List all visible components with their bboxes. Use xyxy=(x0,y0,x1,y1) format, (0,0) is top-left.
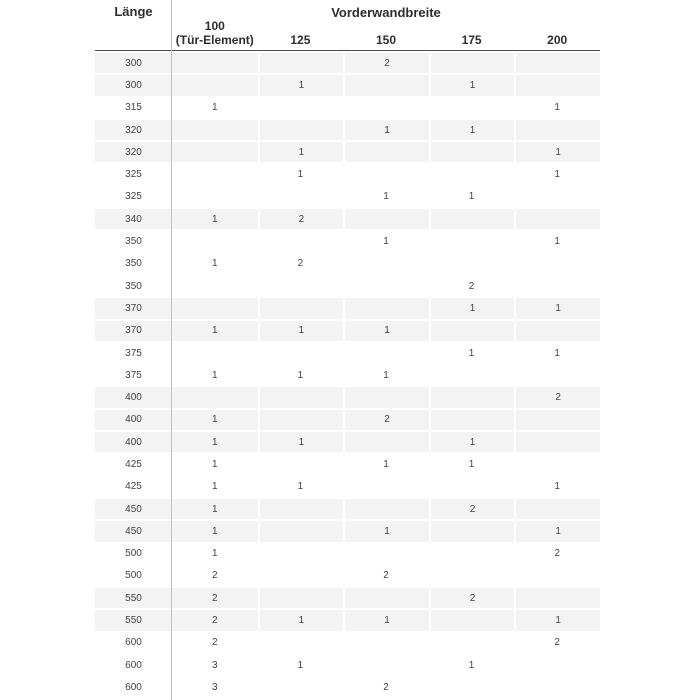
quantity-cell xyxy=(172,276,258,296)
quantity-cell: 1 xyxy=(514,521,600,541)
quantity-cell: 2 xyxy=(212,570,218,582)
quantity-cell xyxy=(172,120,258,140)
quantity-cell xyxy=(429,53,515,73)
quantity-cell xyxy=(258,499,344,519)
length-cell: 425 xyxy=(125,481,142,493)
length-cell: 400 xyxy=(95,432,172,452)
quantity-cell: 1 xyxy=(514,142,600,162)
quantity-cell xyxy=(258,98,344,118)
length-cell: 375 xyxy=(125,369,142,381)
quantity-cell xyxy=(343,276,429,296)
quantity-cell xyxy=(258,633,344,653)
length-cell: 550 xyxy=(95,610,172,630)
quantity-cell: 2 xyxy=(258,209,344,229)
quantity-cell xyxy=(429,164,515,184)
column-divider-line xyxy=(171,0,172,700)
quantity-cell xyxy=(258,521,344,541)
quantity-cell xyxy=(258,387,344,407)
quantity-cell: 1 xyxy=(343,521,429,541)
quantity-cell xyxy=(343,98,429,118)
quantity-cell: 1 xyxy=(554,481,560,493)
quantity-cell: 1 xyxy=(212,369,218,381)
quantity-cell: 1 xyxy=(343,120,429,140)
length-cell: 350 xyxy=(125,258,142,270)
quantity-cell: 1 xyxy=(258,321,344,341)
quantity-cell xyxy=(343,209,429,229)
quantity-cell: 1 xyxy=(554,169,560,181)
quantity-cell xyxy=(343,655,429,675)
quantity-cell xyxy=(343,298,429,318)
column-header-175: 175 xyxy=(461,33,482,47)
quantity-cell xyxy=(343,75,429,95)
quantity-cell xyxy=(514,365,600,385)
quantity-cell xyxy=(172,231,258,251)
quantity-cell: 2 xyxy=(383,570,389,582)
quantity-cell xyxy=(429,410,515,430)
quantity-cell: 1 xyxy=(429,432,515,452)
length-cell: 370 xyxy=(95,321,172,341)
quantity-cell: 1 xyxy=(343,321,429,341)
quantity-cell xyxy=(429,521,515,541)
quantity-cell: 2 xyxy=(514,387,600,407)
quantity-cell: 1 xyxy=(212,548,218,560)
length-cell: 400 xyxy=(95,410,172,430)
quantity-cell: 1 xyxy=(429,298,515,318)
quantity-cell: 1 xyxy=(172,410,258,430)
quantity-cell: 1 xyxy=(383,236,389,248)
quantity-cell xyxy=(343,254,429,274)
quantity-cell: 1 xyxy=(468,659,475,671)
length-cell: 500 xyxy=(125,570,142,582)
quantity-cell xyxy=(429,544,515,564)
quantity-cell xyxy=(514,254,600,274)
quantity-cell: 1 xyxy=(429,75,515,95)
quantity-cell xyxy=(514,209,600,229)
quantity-cell: 1 xyxy=(468,191,475,203)
length-cell: 450 xyxy=(95,499,172,519)
quantity-cell: 2 xyxy=(343,410,429,430)
quantity-cell: 1 xyxy=(514,610,600,630)
quantity-cell xyxy=(514,187,600,207)
quantity-cell: 2 xyxy=(429,499,515,519)
length-cell: 325 xyxy=(125,169,142,181)
quantity-cell: 1 xyxy=(172,209,258,229)
column-header-125: 125 xyxy=(290,33,311,47)
quantity-cell xyxy=(172,387,258,407)
quantity-cell xyxy=(514,75,600,95)
quantity-cell: 2 xyxy=(468,280,475,292)
length-cell: 425 xyxy=(125,458,142,470)
quantity-cell xyxy=(429,321,515,341)
quantity-cell xyxy=(514,588,600,608)
quantity-cell xyxy=(258,120,344,140)
quantity-cell: 1 xyxy=(468,347,475,359)
length-cell: 350 xyxy=(125,236,142,248)
quantity-cell xyxy=(514,432,600,452)
quantity-cell xyxy=(514,677,600,697)
quantity-cell: 2 xyxy=(172,588,258,608)
quantity-cell: 1 xyxy=(258,610,344,630)
quantity-cell xyxy=(514,499,600,519)
length-cell: 300 xyxy=(95,75,172,95)
quantity-cell xyxy=(429,610,515,630)
quantity-cell xyxy=(258,410,344,430)
length-cell: 600 xyxy=(125,681,142,693)
quantity-cell: 1 xyxy=(258,142,344,162)
length-column-header: Länge xyxy=(114,4,153,19)
length-cell: 500 xyxy=(125,548,142,560)
quantity-cell: 2 xyxy=(554,637,560,649)
quantity-cell xyxy=(258,544,344,564)
quantity-cell xyxy=(172,164,258,184)
quantity-cell: 1 xyxy=(258,432,344,452)
quantity-cell xyxy=(514,321,600,341)
quantity-cell: 1 xyxy=(468,458,475,470)
quantity-cell xyxy=(343,164,429,184)
quantity-cell: 3 xyxy=(212,681,218,693)
quantity-cell: 1 xyxy=(554,102,560,114)
quantity-cell xyxy=(172,343,258,363)
length-cell: 400 xyxy=(95,387,172,407)
quantity-cell xyxy=(429,477,515,497)
quantity-cell xyxy=(514,410,600,430)
quantity-cell: 2 xyxy=(297,258,304,270)
quantity-cell: 1 xyxy=(554,236,560,248)
quantity-cell: 1 xyxy=(429,120,515,140)
quantity-cell xyxy=(258,298,344,318)
quantity-cell xyxy=(429,677,515,697)
quantity-cell xyxy=(258,343,344,363)
length-cell: 375 xyxy=(125,347,142,359)
quantity-cell xyxy=(343,588,429,608)
quantity-cell xyxy=(258,677,344,697)
quantity-cell xyxy=(172,142,258,162)
quantity-cell xyxy=(429,231,515,251)
quantity-cell xyxy=(343,142,429,162)
quantity-cell xyxy=(429,98,515,118)
column-header-150: 150 xyxy=(375,33,396,47)
quantity-cell: 2 xyxy=(172,610,258,630)
quantity-cell xyxy=(172,298,258,318)
quantity-cell: 2 xyxy=(212,637,218,649)
length-cell: 315 xyxy=(125,102,142,114)
quantity-cell: 2 xyxy=(429,588,515,608)
quantity-cell: 2 xyxy=(343,53,429,73)
length-cell: 300 xyxy=(95,53,172,73)
quantity-cell: 1 xyxy=(172,499,258,519)
quantity-cell xyxy=(258,566,344,586)
quantity-cell xyxy=(429,633,515,653)
length-cell: 320 xyxy=(95,120,172,140)
quantity-cell xyxy=(514,120,600,140)
quantity-cell: 1 xyxy=(383,191,389,203)
column-header-100-sublabel: (Tür-Element) xyxy=(175,33,254,47)
quantity-cell xyxy=(343,544,429,564)
quantity-cell xyxy=(429,209,515,229)
quantity-cell xyxy=(258,53,344,73)
quantity-cell: 1 xyxy=(297,169,304,181)
length-cell: 600 xyxy=(125,659,142,671)
quantity-cell xyxy=(343,432,429,452)
quantity-cell: 1 xyxy=(297,659,304,671)
quantity-cell: 1 xyxy=(383,369,389,381)
length-cell: 550 xyxy=(95,588,172,608)
quantity-cell xyxy=(514,655,600,675)
length-cell: 600 xyxy=(125,637,142,649)
quantity-cell: 1 xyxy=(383,458,389,470)
quantity-cell: 1 xyxy=(172,432,258,452)
length-cell: 340 xyxy=(95,209,172,229)
quantity-cell: 1 xyxy=(343,610,429,630)
quantity-cell xyxy=(343,387,429,407)
quantity-cell: 1 xyxy=(172,521,258,541)
quantity-cell: 1 xyxy=(212,258,218,270)
quantity-cell: 1 xyxy=(212,481,218,493)
column-header-100-value: 100 xyxy=(204,19,225,33)
quantity-cell xyxy=(172,75,258,95)
quantity-cell: 1 xyxy=(297,481,304,493)
quantity-cell xyxy=(172,53,258,73)
quantity-cell xyxy=(258,276,344,296)
quantity-cell xyxy=(429,566,515,586)
quantity-cell xyxy=(514,566,600,586)
quantity-cell xyxy=(258,588,344,608)
quantity-cell: 1 xyxy=(297,369,304,381)
quantity-cell: 1 xyxy=(172,321,258,341)
length-cell: 350 xyxy=(125,280,142,292)
quantity-cell xyxy=(429,365,515,385)
quantity-cell xyxy=(343,343,429,363)
quantity-cell: 2 xyxy=(383,681,389,693)
quantity-cell xyxy=(258,454,344,474)
column-header-100 xyxy=(172,19,258,47)
quantity-cell xyxy=(343,633,429,653)
quantity-cell: 1 xyxy=(258,75,344,95)
quantity-cell: 1 xyxy=(212,458,218,470)
quantity-cell xyxy=(429,142,515,162)
quantity-cell: 3 xyxy=(212,659,218,671)
column-header-200: 200 xyxy=(547,33,568,47)
quantity-cell xyxy=(258,231,344,251)
quantity-cell: 2 xyxy=(554,548,560,560)
length-cell: 320 xyxy=(95,142,172,162)
size-table xyxy=(95,0,600,700)
quantity-cell xyxy=(429,387,515,407)
quantity-cell xyxy=(172,187,258,207)
group-column-header: Vorderwandbreite xyxy=(331,5,441,20)
quantity-cell xyxy=(343,477,429,497)
quantity-cell xyxy=(514,53,600,73)
length-cell: 325 xyxy=(125,191,142,203)
quantity-cell: 1 xyxy=(554,347,560,359)
quantity-cell: 1 xyxy=(212,102,218,114)
quantity-cell xyxy=(514,276,600,296)
quantity-cell: 1 xyxy=(514,298,600,318)
length-cell: 450 xyxy=(95,521,172,541)
quantity-cell xyxy=(429,254,515,274)
length-cell: 370 xyxy=(95,298,172,318)
quantity-cell xyxy=(514,454,600,474)
quantity-cell xyxy=(258,187,344,207)
quantity-cell xyxy=(343,499,429,519)
